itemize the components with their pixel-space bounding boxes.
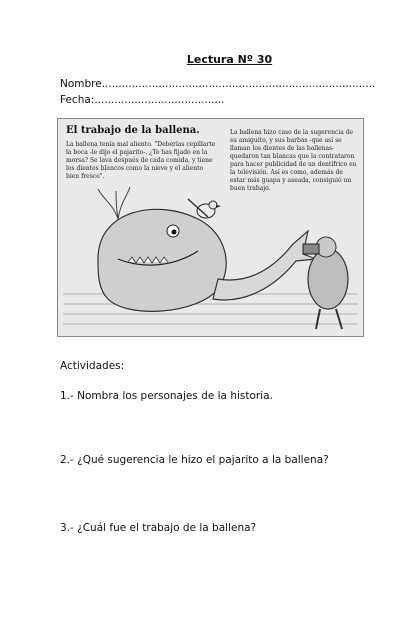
date-blank-line: .......................................: [94, 94, 225, 106]
activities-heading: Actividades:: [60, 360, 125, 372]
date-label: Fecha:: [60, 94, 95, 106]
name-blank-line: ..................................................................................: [101, 78, 376, 90]
page-title: Lectura Nº 30: [186, 53, 273, 66]
story-text-right: La ballena hizo caso de la sugerencia de su amiguito, y sus barbas -que así se llaman los dientes de las ballenas- quedaron tan blancas que la contrataron para hacer publicidad de un dentífrico en la televisión. Así es como, además de estar más guapa y aseada, consiguió un buen trabajo.: [230, 129, 357, 192]
name-field[interactable]: [60, 78, 375, 90]
story-text-left: La ballena tenía mal aliento. "Deberías cepillarte la boca -le dijo el pajarito-. ¿Te has fijado en la morsa? Se lava después de cada comida, y tiene los dientes blancos como la nieve y el aliento bien fresco".: [66, 141, 216, 180]
story-illustration: [57, 118, 364, 337]
question-2: 2.- ¿Qué sugerencia le hizo el pajarito a la ballena?: [60, 454, 329, 466]
name-label: Nombre: [60, 78, 102, 90]
date-field[interactable]: [60, 94, 225, 106]
question-1: 1.- Nombra los personajes de la historia.: [60, 390, 273, 402]
question-3: 3.- ¿Cuál fue el trabajo de la ballena?: [60, 522, 257, 534]
story-title: El trabajo de la ballena.: [66, 125, 200, 136]
